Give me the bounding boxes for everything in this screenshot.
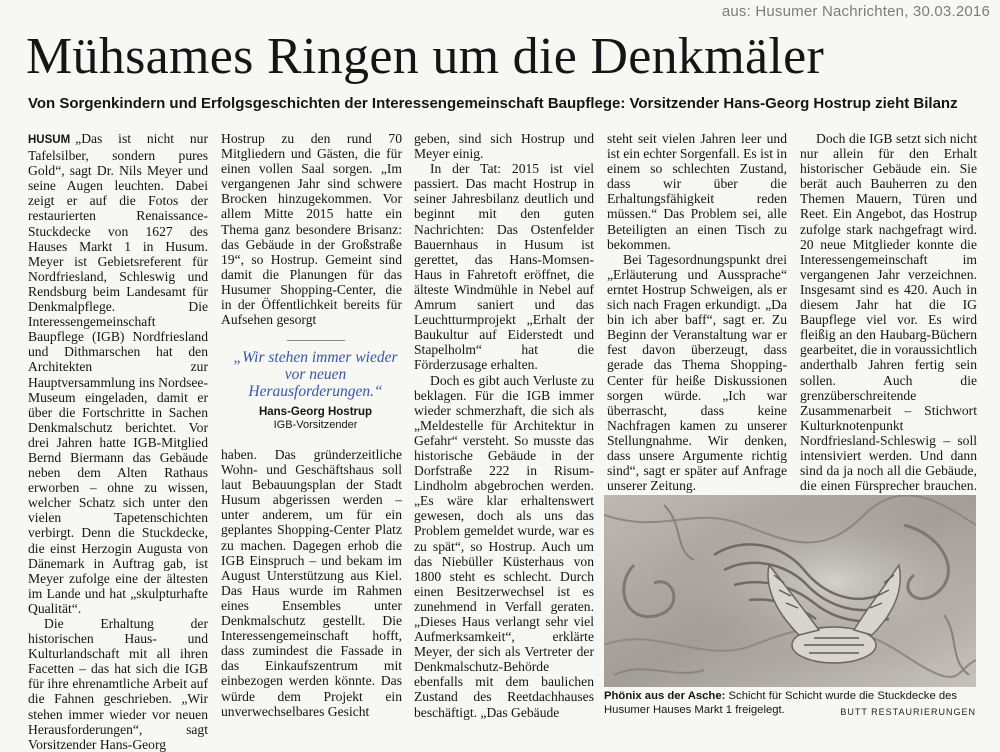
quote-divider [287,340,345,341]
quote-role: IGB-Vorsitzender [273,419,358,431]
column-1 [28,131,208,752]
col4-paragraph-2: Bei Tagesordnungspunkt drei „Erläuterung und Aussprache“ erntet Hostrup Schweigen, als er sich nach Fragen erkundigt. „Da bin ich aber baff“, sagt er. Zu Beginn der Veranstaltung war er fest davon überzeugt, dass gerade das Thema Shopping-Center für heiße Diskussionen sorgen würde. „Ich war überrascht, dass keine Nachfragen kamen zu unserer Stellungnahme. Wir denken, dass unsere Argumente richtig sind“, sagt er später auf Anfrage unserer Zeitung. [607,251,787,494]
caption-lead: Phönix aus der Asche: [604,690,726,702]
subheadline: Von Sorgenkindern und Erfolgsgeschichten der Interessengemeinschaft Baupflege: Vorsitzender Hans-Georg Hostrup zieht Bilanz [28,95,958,112]
col5-paragraph-1: Doch die IGB setzt sich nicht nur allein für den Erhalt historischer Gebäude ein. Sie berät auch Bauherren zu den Themen Mauern, Türen und Reet. Ein Angebot, das Hostrup zufolge stark nachgefragt wird. 20 neue Mitglieder konnte die Interessengemeinschaft im vergangenen Jahr verzeichnen. Insgesamt sind es 420. Auch in diesem Jahr hat die IG Baupflege viel vor. Es wird fleißig an den Haubarg-Büchern gearbeitet, die in voraussichtlich anderthalb Jahren fertig sein sollen. Auch die grenzüberschreitende Zusammenarbeit – Stichwort Kulturknotenpunkt Nordfriesland-Schleswig – soll intensiviert werden. Und dann sind da ja noch all die Gebäude, die einen Fürsprecher brauchen. [800,131,977,508]
col3-paragraph-2: In der Tat: 2015 ist viel passiert. Das macht Hostrup in seiner Jahresbilanz deutlich und beginnt mit den guten Nachrichten: Das Ostenfelder Bauernhaus in Husum ist gerettet, das Hans-Momsen-Haus in Fahretoft eröffnet, die älteste Windmühle in Nebel auf Amrum saniert und das Leuchtturmprojekt „Erhalt der Baukultur auf Eiderstedt und Stapelholm“ hat die Förderzusage erhalten. [414,161,594,373]
col1-paragraph-2: Die Erhaltung der historischen Haus- und Kulturlandschaft mit all ihren Facetten – das hat sich die IGB für ihre ehrenamtliche Arbeit auf die Fahnen geschrieben. „Wir stehen immer wieder vor neuen Herausforderungen“, sagt Vorsitzender Hans-Georg [28,616,208,752]
dateline: HUSUM [28,134,71,146]
stucco-ceiling-photo [604,495,976,687]
col4-paragraph-1: steht seit vielen Jahren leer und ist ein echter Sorgenfall. Es ist in einem so schlechten Zustand, dass wir über die Erhaltungsfähigkeit reden müssen.“ Das Problem sei, alle Beteiligten an einen Tisch zu bekommen. [607,131,787,252]
col3-paragraph-1: geben, sind sich Hostrup und Meyer einig. [414,131,594,162]
quote-text: „Wir stehen immer wieder vor neuen Herausforderungen.“ [233,349,398,400]
column-2-bottom [221,447,402,719]
phoenix-relief-image [604,495,976,687]
column-4 [607,131,787,493]
col2-paragraph-top: Hostrup zu den rund 70 Mitgliedern und Gästen, die für einen vollen Saal sorgen. „Im vergangenen Jahr sind schwere Brocken hinzugekommen. Vor allem Mitte 2015 hatte ein Thema ganz besondere Brisanz: das Gebäude in der Großstraße 19“, so Hostrup. Gemeint sind damit die Planungen für das Husumer Shopping-Center, die in der Öffentlichkeit bereits für Aufsehen gesorgt [221,131,402,328]
caption-text: Schicht für Schicht wurde die Stuckdecke des Husumer Hauses Markt 1 freigelegt. [604,690,958,716]
headline: Mühsames Ringen um die Denkmäler [26,28,825,85]
col2-paragraph-bottom: haben. Das gründerzeitliche Wohn- und Geschäftshaus soll laut Bebauungsplan der Stadt Husum abgerissen werden – unter anderem, um für ein geplantes Shopping-Center Platz zu machen. Dagegen erhob die IGB Einspruch – und bekam im August Unterstützung aus Kiel. Das Haus wurde im Rahmen eines Ensembles unter Denkmalschutz gestellt. Die Interessengemeinschaft hofft, dass zumindest die Fassade in das Einkaufszentrum mit einbezogen werden könnte. Das würde dem Projekt ein unverwechselbares Gesicht [221,447,402,719]
quote-author: Hans-Georg Hostrup [258,406,373,418]
column-3 [414,131,594,720]
col3-paragraph-3: Doch es gibt auch Verluste zu beklagen. Für die IGB immer wieder schmerzhaft, die sich als „Meldestelle für Architektur in Gefahr“ versteht. So musste das historische Gebäude in der Dorfstraße 222 in Risum-Lindholm abgebrochen werden. „Es wäre klar erhaltenswert gewesen, doch als uns das Problem gemeldet wurde, war es zu spät“, so Hostrup. Auch um das Niebüller Küsterhaus von 1800 steht es schlecht. Durch einen Besitzerwechsel ist es zunehmend in Verfall geraten. „Dieses Haus verlangt sehr viel Aufmerksamkeit“, erklärte Meyer, der sich als Vertreter der Denkmalschutz-Behörde ebenfalls mit dem baulichen Zustand des Reetdachhauses beschäftigt. „Das Gebäude [414,372,594,720]
column-2 [221,131,402,327]
col1-paragraph-1: HUSUM „Das ist nicht nur Tafelsilber, sondern pures Gold“, sagt Dr. Nils Meyer und seine Augen leuchten. Dabei zeigt er auf die Fotos der restaurierten Renaissance-Stuckdecke von 1627 des Hauses Markt 1 in Husum. Meyer ist Gebietsreferent für Nordfriesland, Schleswig und Rendsburg beim Landesamt für Denkmalpflege. Die Interessengemeinschaft Baupflege (IGB) Nordfriesland und Dithmarschen hat den Architekten zur Hauptversammlung ins Nordsee-Museum eingeladen, damit er über die Fortschritte in Sachen Denkmalschutz berichtet. Vor drei Jahren hatte IGB-Mitglied Bernd Biermann das Gebäude neben dem Alten Rathaus erworben – ohne zu wissen, welcher Schatz sich unter den vielen Tapetenschichten verbirgt. Denn die Stuckdecke, die einst Herzogin Augusta von Dänemark in Auftrag gab, ist Meyer zufolge eine der ältesten im Lande und hat „skulpturhafte Qualität“. [28,131,208,616]
column-5 [800,131,977,508]
pull-quote [228,340,403,432]
photo-credit: BUTT RESTAURIERUNGEN [840,707,976,717]
source-line: aus: Husumer Nachrichten, 30.03.2016 [721,3,990,20]
